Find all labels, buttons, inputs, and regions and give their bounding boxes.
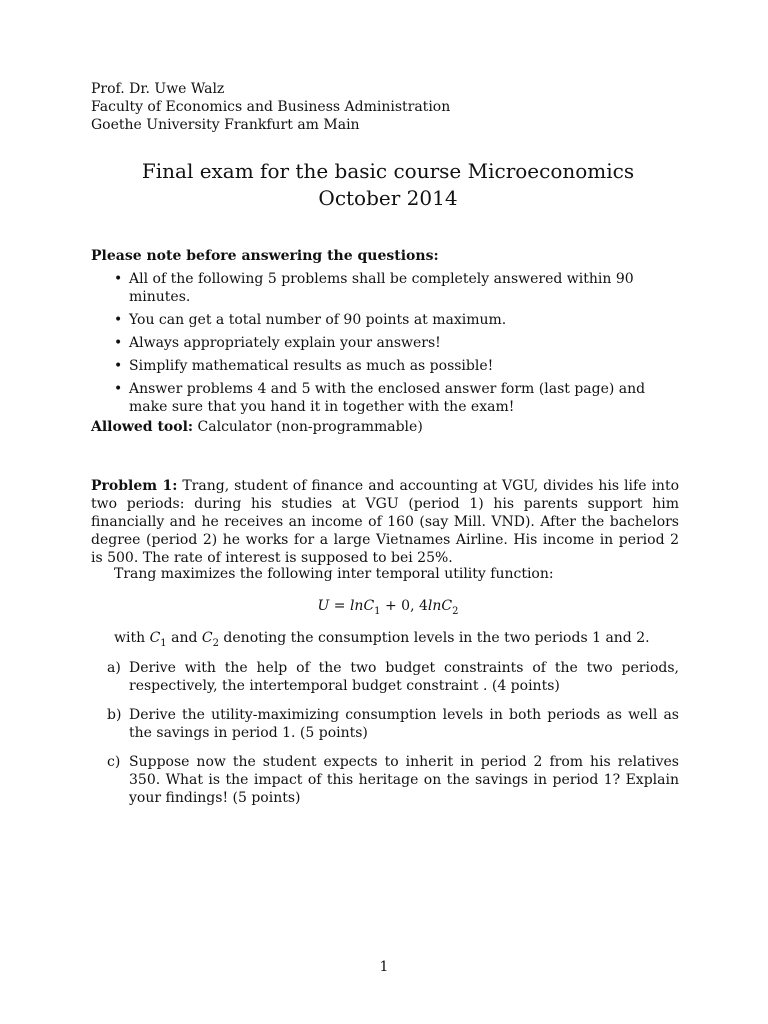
list-item: • All of the following 5 problems shall be completely answered within 90 minutes.: [114, 271, 634, 305]
exam-title: [0, 158, 768, 212]
university-name: Goethe University Frankfurt am Main: [91, 117, 360, 133]
bullet-icon: •: [114, 335, 123, 351]
author-block: [91, 80, 450, 134]
list-item: • Answer problems 4 and 5 with the enclosed answer form (last page) and make sure that you hand it in together with the exam!: [114, 381, 646, 415]
bullet-icon: •: [114, 312, 123, 328]
list-item: • Simplify mathematical results as much as possible!: [114, 358, 494, 374]
author-name: Prof. Dr. Uwe Walz: [91, 81, 225, 97]
list-item: • You can get a total number of 90 points at maximum.: [114, 312, 507, 328]
problem-1-body: Trang, student of finance and accounting at VGU, divides his life into two periods: during his studies at VGU (period 1) his parents support him financially and he receives an income of 160 (say Mill. VND). After the bachelors degree (period 2) he works for a large Vietnames Airline. His income in period 2 is 500. The rate of interest is supposed to bei 25%.: [91, 478, 679, 566]
problem-1-label: Problem 1:: [91, 478, 178, 494]
allowed-tool: [91, 419, 423, 435]
allowed-tool-label: Allowed tool:: [91, 419, 194, 435]
list-item: c) Suppose now the student expects to inherit in period 2 from his relatives 350. What is the impact of this heritage on the savings in period 1? Explain your findings! (5 points): [107, 754, 679, 806]
bullet-icon: •: [114, 381, 123, 397]
list-item: • Always appropriately explain your answers!: [114, 335, 441, 351]
problem-1-intro: Trang maximizes the following inter temporal utility function:: [114, 566, 554, 582]
problem-1-text: [91, 477, 679, 567]
problem-1-parts: [91, 659, 679, 818]
exam-title-line2: October 2014: [318, 186, 458, 210]
allowed-tool-value: Calculator (non-programmable): [197, 419, 423, 435]
notes-list: [91, 270, 681, 421]
notes-heading: Please note before answering the questions:: [91, 248, 439, 264]
consumption-definition: with $C_1$ and $C_2$ denoting the consumption levels in the two periods 1 and 2.: [114, 630, 650, 649]
bullet-icon: •: [114, 271, 123, 287]
list-item: a) Derive with the help of the two budget constraints of the two periods, respectively, the intertemporal budget constraint . (4 points): [107, 660, 679, 694]
bullet-icon: •: [114, 358, 123, 374]
faculty-name: Faculty of Economics and Business Administration: [91, 99, 451, 115]
utility-function-equation: U = lnC$_1$ + 0, 4lnC$_2$: [317, 598, 459, 617]
list-item: b) Derive the utility-maximizing consumption levels in both periods as well as the savings in period 1. (5 points): [107, 707, 679, 741]
exam-title-line1: Final exam for the basic course Microeconomics: [141, 159, 635, 183]
page-number: 1: [379, 959, 389, 975]
